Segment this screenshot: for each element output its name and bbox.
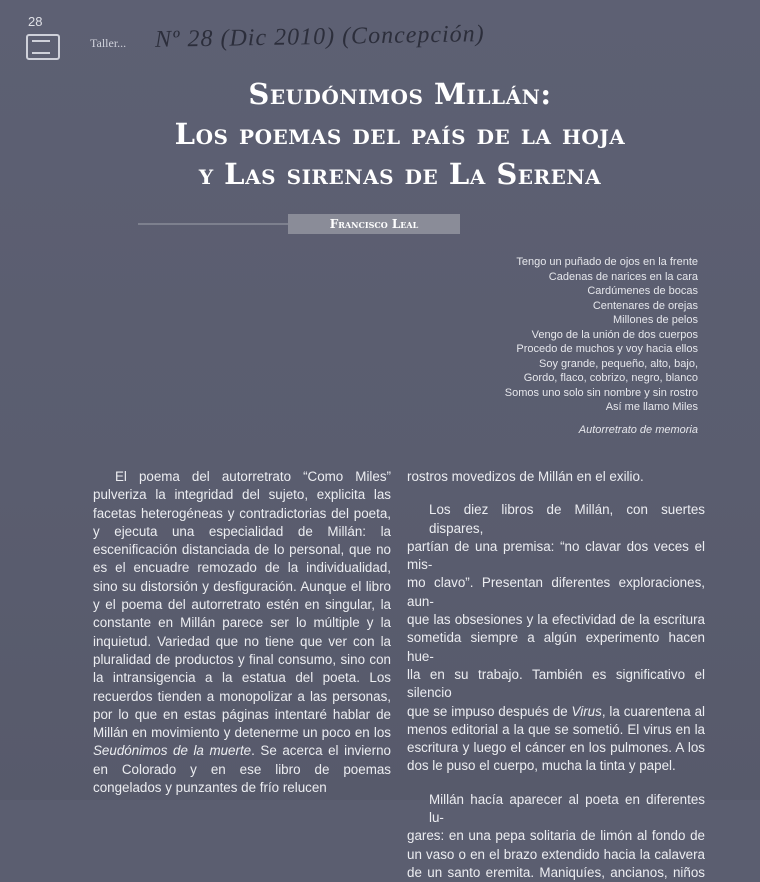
section-label: Taller... <box>90 36 127 50</box>
epigraph-line: Millones de pelos <box>613 314 698 326</box>
body-text-line: de un santo eremita. Maniquíes, ancianos, niños <box>407 864 705 880</box>
epigraph-line: Gordo, flaco, cobrizo, negro, blanco <box>523 372 698 384</box>
magazine-logo-icon <box>26 34 60 60</box>
body-text-line: sometida siempre a algún experimento hacen hue- <box>407 630 705 664</box>
body-text-line <box>407 703 705 721</box>
body-text-line: partían de una premisa: “no clavar dos veces el mis- <box>407 538 705 573</box>
body-text-line: dos le puso el cuerpo, mucha la tinta y papel. <box>407 758 676 774</box>
epigraph-line: Tengo un puñado de ojos en la frente <box>516 256 698 268</box>
title-line: Seudónimos Millán: <box>248 77 552 111</box>
epigraph-line: Así me llamo Miles <box>605 401 698 413</box>
title-line: y Las sirenas de La Serena <box>198 157 602 191</box>
epigraph-line: Centenares de orejas <box>592 299 698 312</box>
handwritten-annotation: Nº 28 (Dic 2010) (Concepción) <box>154 21 485 53</box>
body-text: que se impuso después de <box>407 703 572 719</box>
body-text-line: lla en su trabajo. También es significativo el silencio <box>407 666 705 701</box>
body-text-line: rostros movedizos de Millán en el exilio. <box>407 469 644 484</box>
epigraph-line: Somos uno solo sin nombre y sin rostro <box>504 386 698 399</box>
body-text-line: escritura y luego el cáncer en los pulmones. A los <box>407 740 705 756</box>
author-byline: Francisco Leal <box>329 217 419 231</box>
body-paragraph <box>407 501 705 775</box>
body-text-line: mo clavo”. Presentan diferentes exploraciones, aun- <box>407 575 705 609</box>
body-text-line: gares: en una pepa solitaria de limón al fondo de <box>407 828 705 844</box>
body-text-line: un vaso o en el brazo extendido hacia la calavera <box>407 846 705 862</box>
epigraph-source: Autorretrato de memoria <box>578 423 698 436</box>
body-text-line: que las obsesiones y la efectividad de la escritura <box>407 612 705 628</box>
body-column-left <box>93 468 391 797</box>
epigraph-line: Procedo de muchos y voy hacia ellos <box>516 343 698 355</box>
body-text: , la cuarentena al <box>601 703 705 719</box>
body-text-line: Millán hacía aparecer al poeta en diferentes lu- <box>429 791 705 826</box>
body-text-line: Los diez libros de Millán, con suertes dispares, <box>429 502 705 536</box>
page-header <box>0 0 760 72</box>
body-text: El poema del autorretrato “Como Miles” pulveriza la integridad del sujeto, explicita las facetas heterogéneas y contradictorias del poeta, y ejecuta una especialidad de Millán: la escenificación distanciada de lo personal, que no es el encuadre remozado de la individualidad, sino su distorsión y desfiguración. Aunque el libro y el poema del autorretrato estén en singular, la constante en Millán parece ser lo múltiple y la inquietud. Variedad que no tiene que ver con la pluralidad de productos y final consumo, sino con la intransigencia a la estatua del poeta. Los recuerdos tienden a monopolizar a las personas, por lo que en estas páginas intentaré hablar de Millán en movimiento y detenerme un poco en los <box>93 469 391 741</box>
page-number: 28 <box>28 14 43 29</box>
article-title <box>80 74 720 194</box>
title-line: Los poemas del país de la hoja <box>174 117 626 151</box>
book-title: Virus <box>571 703 602 719</box>
epigraph-line: Cardúmenes de bocas <box>587 285 698 297</box>
epigraph-line: Soy grande, pequeño, alto, bajo, <box>538 357 698 370</box>
body-paragraph <box>407 791 705 882</box>
epigraph-line: Cadenas de narices en la cara <box>548 270 698 283</box>
body-text: . Se acerca el invierno en Colorado y en ese libro de poemas congelados y punzantes de frío relucen <box>93 743 391 796</box>
body-paragraph <box>93 468 391 797</box>
epigraph-line: Vengo de la unión de dos cuerpos <box>531 328 698 341</box>
body-column-right <box>407 468 705 882</box>
body-text-line: menos editorial a la que se sometió. El virus en la <box>407 721 705 737</box>
book-title: Seudónimos de la muerte <box>93 743 252 759</box>
epigraph <box>358 255 698 437</box>
